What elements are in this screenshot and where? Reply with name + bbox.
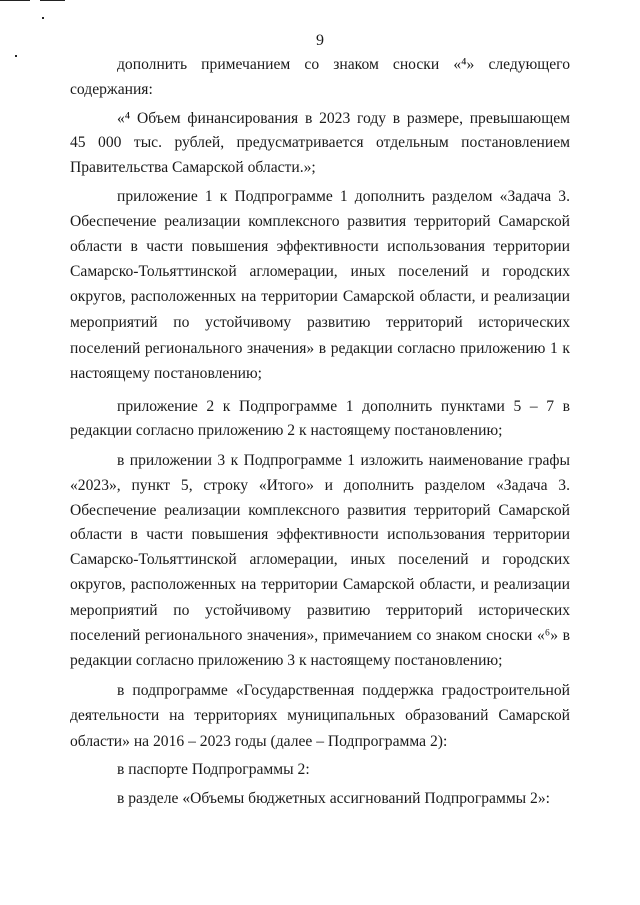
- text-line: содержания:: [70, 81, 153, 98]
- scan-dot: [42, 17, 44, 19]
- page-number: 9: [316, 32, 324, 49]
- text-line: «2023», пункт 5, строку «Итого» и дополнить разделом «Задача 3.: [70, 477, 570, 494]
- text-line: в подпрограмме «Государственная поддержка градостроительной: [117, 682, 570, 699]
- text-line: области в части повышения эффективности использования территории: [70, 526, 570, 543]
- text-line: редакции согласно приложению 2 к настоящему постановлению;: [70, 422, 503, 439]
- text-line: мероприятий по устойчивому развитию территорий исторических: [70, 602, 570, 619]
- scan-edge-mark: [40, 0, 65, 1]
- text-line: настоящему постановлению;: [70, 365, 263, 382]
- text-line: Самарско-Тольяттинской агломерации, иных поселений и городских: [70, 551, 570, 568]
- text-line: приложение 2 к Подпрограмме 1 дополнить пунктами 5 – 7 в: [117, 398, 570, 415]
- text-line: области в части повышения эффективности использования территории: [70, 238, 570, 255]
- text-line: поселений регионального значения» в редакции согласно приложению 1 к: [70, 340, 570, 357]
- text-line: деятельности на территориях муниципальных образований Самарской: [70, 707, 570, 724]
- text-line: 45 000 тыс. рублей, предусматривается отдельным постановлением: [70, 134, 570, 151]
- text-line: «⁴ Объем финансирования в 2023 году в размере, превышающем: [117, 110, 570, 127]
- text-line: округов, расположенных на территории Самарской области, и реализации: [70, 576, 570, 593]
- scan-dot: [15, 55, 17, 57]
- text-line: округов, расположенных на территории Самарской области, и реализации: [70, 288, 570, 305]
- text-line: поселений регионального значения», примечанием со знаком сноски «⁶» в: [70, 627, 570, 644]
- text-line: дополнить примечанием со знаком сноски «⁴» следующего: [117, 56, 570, 73]
- text-line: области» на 2016 – 2023 годы (далее – Подпрограмма 2):: [70, 733, 448, 750]
- text-line: приложение 1 к Подпрограмме 1 дополнить разделом «Задача 3.: [117, 188, 570, 205]
- text-line: в разделе «Объемы бюджетных ассигнований Подпрограммы 2»:: [117, 790, 550, 807]
- scan-edge-mark: [0, 0, 30, 1]
- text-line: в приложении 3 к Подпрограмме 1 изложить наименование графы: [117, 452, 570, 469]
- text-line: Самарско-Тольяттинской агломерации, иных поселений и городских: [70, 263, 570, 280]
- text-line: Правительства Самарской области.»;: [70, 159, 316, 176]
- text-line: редакции согласно приложению 3 к настоящему постановлению;: [70, 652, 503, 669]
- text-line: Обеспечение реализации комплексного развития территорий Самарской: [70, 213, 570, 230]
- text-line: мероприятий по устойчивому развитию территорий исторических: [70, 314, 570, 331]
- text-line: Обеспечение реализации комплексного развития территорий Самарской: [70, 502, 570, 519]
- text-line: в паспорте Подпрограммы 2:: [117, 761, 310, 778]
